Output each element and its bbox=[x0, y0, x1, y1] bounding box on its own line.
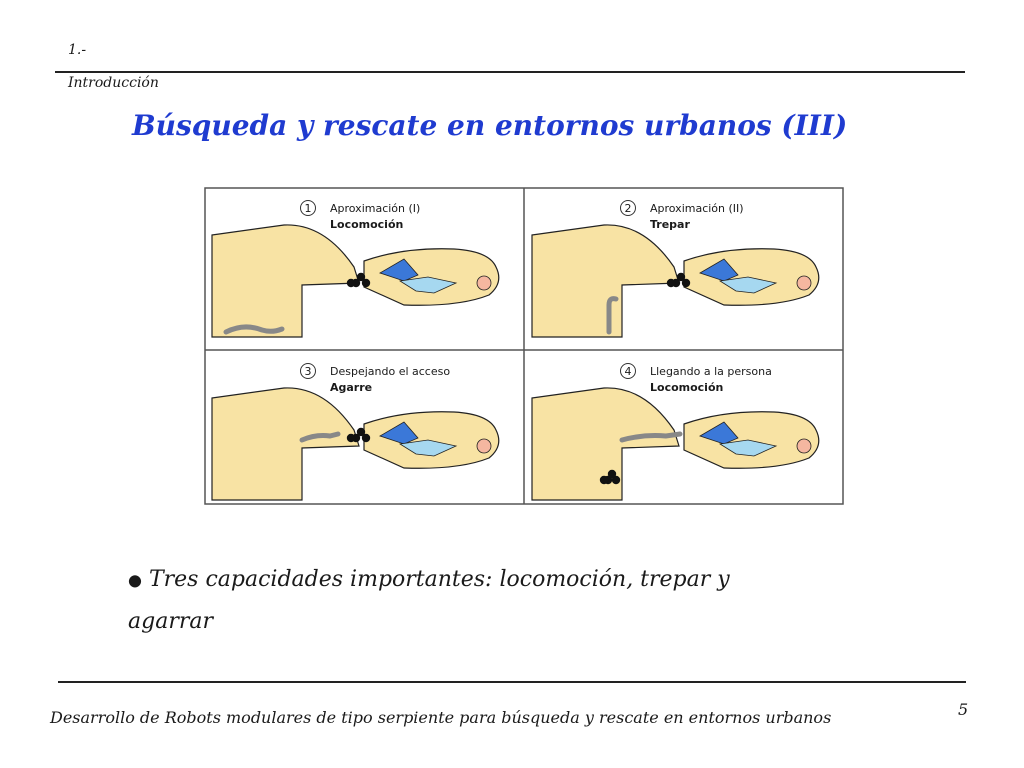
panel-subtitle: Locomoción bbox=[330, 218, 404, 231]
panel-subtitle: Trepar bbox=[650, 218, 690, 231]
panel-title: Despejando el acceso bbox=[330, 365, 451, 378]
footer-text: Desarrollo de Robots modulares de tipo serpiente para búsqueda y rescate en entornos urbanos bbox=[50, 708, 832, 727]
rescue-sequence-figure bbox=[204, 187, 844, 505]
page-number: 5 bbox=[958, 700, 969, 719]
panel-title: Llegando a la persona bbox=[650, 365, 772, 378]
panel-title: Aproximación (II) bbox=[650, 202, 744, 215]
section-number: 1.- bbox=[68, 42, 87, 58]
panel-title: Aproximación (I) bbox=[330, 202, 421, 215]
section-label bbox=[68, 34, 198, 100]
panel-subtitle: Locomoción bbox=[650, 381, 724, 394]
person-head bbox=[477, 276, 491, 290]
bullet-line-1: Tres capacidades importantes: locomoción, trepar y bbox=[148, 567, 730, 592]
debris-piece bbox=[347, 434, 355, 442]
rescue-sequence-illustration bbox=[204, 187, 844, 505]
debris-piece bbox=[357, 273, 365, 281]
person-head bbox=[477, 439, 491, 453]
bullet-line-2: agarrar bbox=[128, 608, 213, 634]
person-head bbox=[797, 439, 811, 453]
person-head bbox=[797, 276, 811, 290]
debris-piece bbox=[608, 470, 616, 478]
bullet-point bbox=[128, 559, 788, 642]
footer-divider bbox=[58, 681, 966, 683]
step-number: 2 bbox=[624, 202, 632, 215]
step-number: 4 bbox=[624, 365, 632, 378]
panel-subtitle: Agarre bbox=[330, 381, 373, 394]
debris-piece bbox=[600, 476, 608, 484]
section-name: Introducción bbox=[68, 75, 159, 91]
debris-piece bbox=[357, 428, 365, 436]
debris-piece bbox=[677, 273, 685, 281]
debris-piece bbox=[347, 279, 355, 287]
header-divider bbox=[55, 71, 965, 73]
step-number: 1 bbox=[304, 202, 312, 215]
bullet-icon: ● bbox=[128, 570, 142, 590]
step-number: 3 bbox=[304, 365, 312, 378]
slide-title: Búsqueda y rescate en entornos urbanos (III) bbox=[132, 109, 848, 142]
debris-piece bbox=[667, 279, 675, 287]
